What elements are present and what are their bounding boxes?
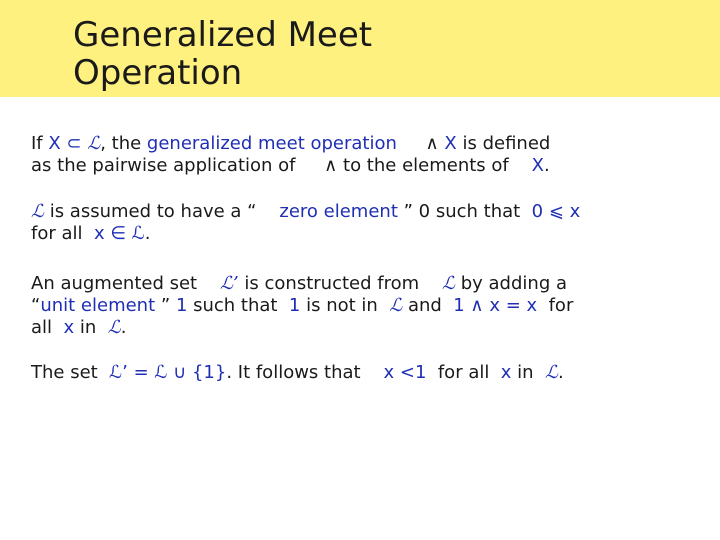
math-lattice-L: ℒ (545, 362, 558, 383)
math-L-prime-union: ℒ’ = ℒ ∪ {1} (109, 362, 227, 383)
math-zero-le-x: 0 ⩽ x (531, 201, 581, 222)
text: for all (426, 362, 501, 383)
math-one-meet-x: 1 ∧ x = x (453, 295, 538, 316)
math-lattice-L: ℒ (389, 295, 403, 316)
text: is defined (456, 133, 551, 154)
text: . (543, 155, 550, 176)
paragraph-set-union (31, 362, 564, 384)
math-subset: X ⊂ (48, 133, 88, 154)
text: is not in (300, 295, 390, 316)
math-meet-symbol: ∧ (396, 133, 445, 154)
title-line-1: Generalized Meet (73, 15, 373, 55)
math-X: X (444, 133, 457, 154)
math-x-lt-one: x <1 (383, 362, 427, 383)
math-x: x (63, 317, 75, 338)
title-band (0, 0, 720, 97)
text: If (31, 133, 49, 154)
text: . (144, 223, 151, 244)
math-lattice-L: ℒ (442, 273, 455, 294)
text: . (120, 317, 127, 338)
term-generalized-meet: generalized meet operation (146, 133, 397, 154)
paragraph-zero-element (31, 201, 580, 245)
text: . It follows that (226, 362, 384, 383)
text: all (31, 317, 64, 338)
math-one: 1 (288, 295, 301, 316)
math-lattice-L: ℒ (31, 201, 44, 222)
term-unit-element: unit element (40, 295, 156, 316)
text: by adding a (455, 273, 567, 294)
text: , the (100, 133, 147, 154)
text: An augmented set (31, 273, 220, 294)
math-x: x (500, 362, 512, 383)
text: such that (187, 295, 289, 316)
math-X: X (531, 155, 544, 176)
term-zero-element: zero element (279, 201, 398, 222)
slide-title (73, 16, 372, 92)
text: ” 0 such that (397, 201, 532, 222)
math-lattice-L: ℒ (107, 317, 121, 338)
text: The set (31, 362, 110, 383)
text: for all (31, 223, 94, 244)
paragraph-meet-definition (31, 133, 550, 177)
text: and (402, 295, 454, 316)
math-L-prime: ℒ’ (220, 273, 239, 294)
math-lattice-L: ℒ (87, 133, 101, 154)
math-x-in-L: x ∈ ℒ (93, 223, 145, 244)
paragraph-augmented-set (31, 273, 573, 339)
title-line-2: Operation (73, 53, 243, 93)
text: is assumed to have a “ (43, 201, 280, 222)
text: “ (31, 295, 41, 316)
text: for (537, 295, 574, 316)
text: is constructed from (238, 273, 443, 294)
text: ” (155, 295, 176, 316)
text: as the pairwise application of ∧ to the elements of (31, 155, 532, 176)
text: . (558, 362, 564, 383)
math-one: 1 (175, 295, 188, 316)
text: in (511, 362, 546, 383)
text: in (74, 317, 108, 338)
